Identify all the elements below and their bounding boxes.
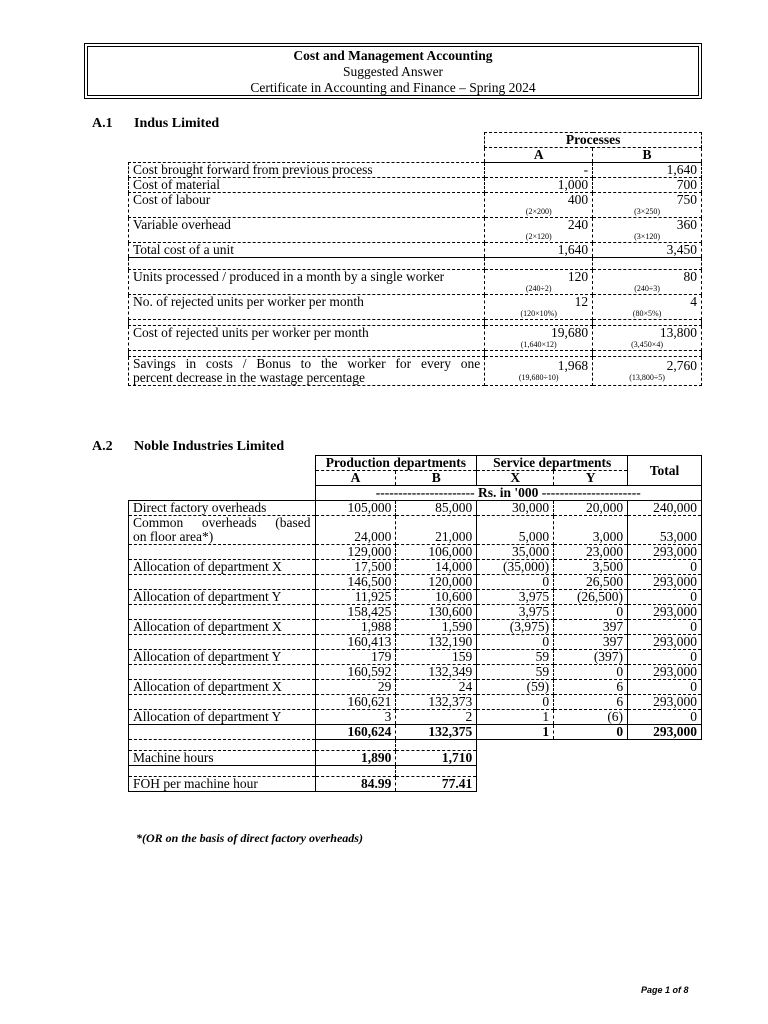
table-row: No. of rejected units per worker per month 12 (120×10%) 4 (80×5%): [129, 295, 702, 320]
a2-table: [128, 455, 702, 792]
table-row: Savings in costs / Bonus to the worker for every one percent decrease in the wastage percentage 1,968 (19,680÷10) 2,760 (13,800÷5): [129, 357, 702, 386]
table-row: Total cost of a unit 1,640 3,450: [129, 243, 702, 258]
header-subtitle: Suggested Answer: [342, 64, 444, 79]
a1-number: A.1: [92, 116, 113, 131]
table-row: Units processed / produced in a month by a single worker 120 (240÷2) 80 (240÷3): [129, 270, 702, 295]
table-row: Cost brought forward from previous process - 1,640: [129, 163, 702, 178]
col-a-header: A: [315, 471, 396, 486]
table-row: Allocation of department X 1,988 1,590 (3,975) 397 0: [129, 620, 702, 635]
serv-dept-header: Service departments: [477, 456, 628, 471]
table-row: FOH per machine hour 84.99 77.41: [129, 777, 702, 792]
table-row: Cost of material 1,000 700: [129, 178, 702, 193]
table-row: Direct factory overheads 105,000 85,000 30,000 20,000 240,000: [129, 501, 702, 516]
table-row: Allocation of department Y 3 2 1 (6) 0: [129, 710, 702, 725]
table-row: 160,624 132,375 1 0 293,000: [129, 725, 702, 740]
header-title: Cost and Management Accounting: [293, 48, 493, 63]
table-row: 160,592 132,349 59 0 293,000: [129, 665, 702, 680]
processes-header: Processes: [485, 133, 702, 148]
header-exam: Certificate in Accounting and Finance – Spring 2024: [250, 80, 536, 95]
footnote: *(OR on the basis of direct factory overheads): [136, 831, 363, 845]
col-b-header: B: [396, 471, 477, 486]
table-row: Common overheads (based on floor area*) 24,000 21,000 5,000 3,000 53,000: [129, 516, 702, 545]
table-row: 160,413 132,190 0 397 293,000: [129, 635, 702, 650]
a1-table: [128, 132, 702, 386]
a1-title: Indus Limited: [134, 116, 220, 131]
prod-dept-header: Production departments: [315, 456, 477, 471]
table-row: Variable overhead 240 (2×120) 360 (3×120): [129, 218, 702, 243]
units-row: ---------------------- Rs. in '000 ----------------------: [315, 486, 702, 501]
machine-hours-label: Machine hours: [129, 751, 316, 766]
header-box: [84, 43, 702, 99]
table-row: 158,425 130,600 3,975 0 293,000: [129, 605, 702, 620]
table-row: Cost of rejected units per worker per month 19,680 (1,640×12) 13,800 (3,450×4): [129, 326, 702, 351]
table-row: 129,000 106,000 35,000 23,000 293,000: [129, 545, 702, 560]
table-row: Allocation of department X 29 24 (59) 6 0: [129, 680, 702, 695]
col-y-header: Y: [554, 471, 628, 486]
col-a-header: A: [485, 148, 593, 163]
a2-title: Noble Industries Limited: [134, 439, 285, 454]
table-row: Allocation of department X 17,500 14,000 (35,000) 3,500 0: [129, 560, 702, 575]
col-x-header: X: [477, 471, 554, 486]
table-row: Allocation of department Y 179 159 59 (397) 0: [129, 650, 702, 665]
table-row: Cost of labour 400 (2×200) 750 (3×250): [129, 193, 702, 218]
total-header: Total: [628, 456, 702, 486]
table-row: 146,500 120,000 0 26,500 293,000: [129, 575, 702, 590]
table-row: 160,621 132,373 0 6 293,000: [129, 695, 702, 710]
col-b-header: B: [593, 148, 702, 163]
table-row: Machine hours 1,890 1,710: [129, 751, 702, 766]
foh-label: FOH per machine hour: [129, 777, 316, 792]
table-row: Allocation of department Y 11,925 10,600 3,975 (26,500) 0: [129, 590, 702, 605]
a2-number: A.2: [92, 439, 113, 454]
page-number: Page 1 of 8: [641, 985, 689, 995]
